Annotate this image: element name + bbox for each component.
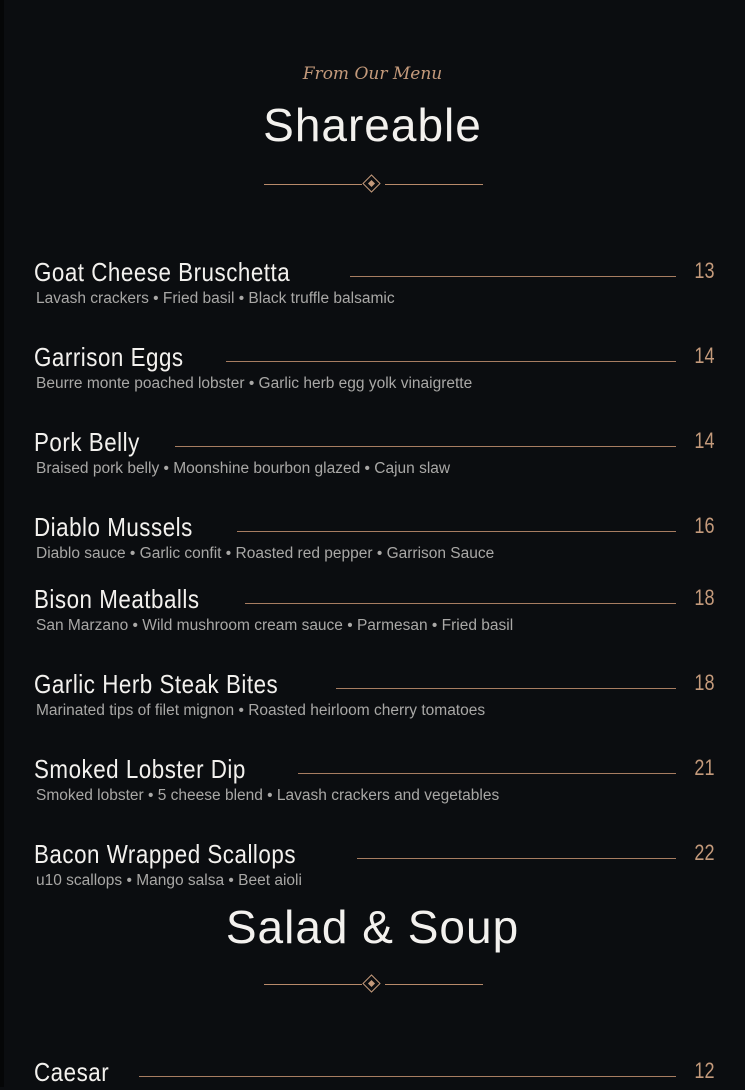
leader-line	[139, 1076, 676, 1077]
menu-item	[34, 509, 714, 563]
menu-item	[34, 581, 714, 635]
item-description: Diablo sauce • Garlic confit • Roasted red pepper • Garrison Sauce	[36, 545, 495, 562]
item-description: Smoked lobster • 5 cheese blend • Lavash crackers and vegetables	[36, 787, 500, 804]
item-price: 22	[693, 840, 714, 865]
item-name: Garlic Herb Steak Bites	[34, 668, 279, 699]
section-title-salad-soup: Salad & Soup	[225, 901, 520, 953]
menu-item	[34, 254, 714, 308]
item-name: Bacon Wrapped Scallops	[34, 838, 297, 869]
ornament-divider-icon	[264, 975, 483, 995]
section-title-shareable: Shareable	[263, 99, 482, 151]
item-description: Marinated tips of filet mignon • Roasted heirloom cherry tomatoes	[36, 702, 486, 719]
item-price: 16	[693, 513, 714, 538]
leader-line	[175, 446, 676, 447]
leader-line	[357, 858, 676, 859]
item-price: 18	[693, 585, 714, 610]
item-price: 13	[693, 258, 714, 283]
item-name: Pork Belly	[34, 426, 140, 457]
item-description: u10 scallops • Mango salsa • Beet aioli	[36, 872, 302, 889]
item-name: Garrison Eggs	[34, 341, 184, 372]
leader-line	[226, 361, 676, 362]
leader-line	[336, 688, 676, 689]
menu-item	[34, 751, 714, 805]
ornament-divider-icon	[264, 175, 483, 195]
item-name: Smoked Lobster Dip	[34, 753, 246, 784]
leader-line	[350, 276, 676, 277]
item-price: 14	[693, 343, 714, 368]
item-price: 12	[693, 1058, 714, 1083]
leader-line	[245, 603, 676, 604]
leader-line	[298, 773, 676, 774]
item-name: Diablo Mussels	[34, 511, 193, 542]
menu-item	[34, 666, 714, 720]
item-price: 18	[693, 670, 714, 695]
item-price: 21	[693, 755, 714, 780]
menu-item	[34, 339, 714, 393]
menu-kicker: From Our Menu	[302, 64, 443, 84]
leader-line	[237, 531, 676, 532]
item-name: Bison Meatballs	[34, 583, 200, 614]
item-description: Beurre monte poached lobster • Garlic herb egg yolk vinaigrette	[36, 375, 473, 392]
item-name: Caesar	[34, 1056, 110, 1087]
item-description: San Marzano • Wild mushroom cream sauce • Parmesan • Fried basil	[36, 617, 514, 634]
menu-item	[34, 424, 714, 478]
item-name: Goat Cheese Bruschetta	[34, 256, 291, 287]
item-description: Braised pork belly • Moonshine bourbon glazed • Cajun slaw	[36, 460, 451, 477]
menu-item	[34, 1054, 714, 1090]
item-description: Lavash crackers • Fried basil • Black truffle balsamic	[36, 290, 395, 307]
menu-item	[34, 836, 714, 890]
item-price: 14	[693, 428, 714, 453]
